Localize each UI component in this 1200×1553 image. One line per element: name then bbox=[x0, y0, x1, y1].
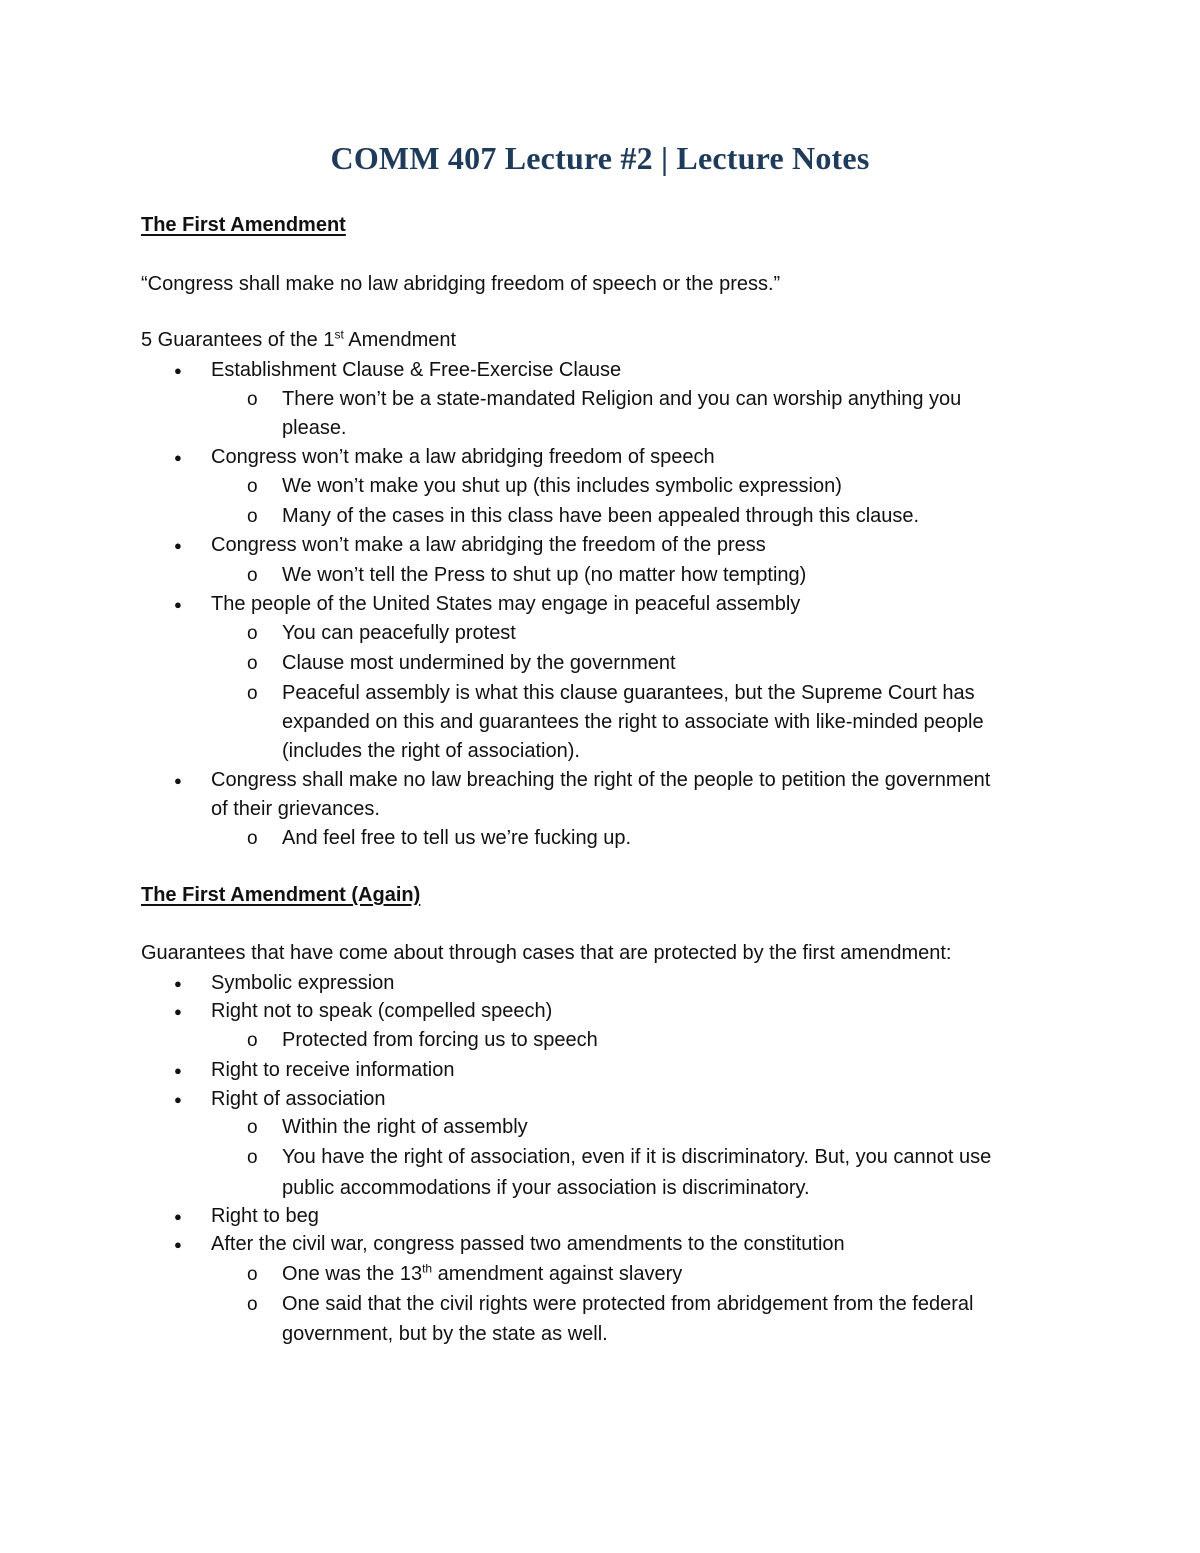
sub-list-item: We won’t tell the Press to shut up (no matter how tempting) bbox=[282, 564, 807, 586]
sub-list-item: You can peacefully protest bbox=[282, 622, 516, 644]
sub-list-item-continued: (includes the right of association). bbox=[282, 740, 580, 762]
thirteenth-text: One was the 13 bbox=[282, 1263, 423, 1285]
bullet-icon: ● bbox=[174, 450, 182, 465]
circle-bullet-icon: o bbox=[247, 506, 258, 527]
list-item: Right not to speak (compelled speech) bbox=[211, 1000, 553, 1022]
bullet-icon: ● bbox=[174, 597, 182, 612]
sub-list-item-13th-amendment bbox=[282, 1260, 682, 1290]
intro-text-end: Amendment bbox=[343, 329, 457, 351]
amendment-quote: “Congress shall make no law abridging freedom of speech or the press.” bbox=[141, 273, 781, 295]
sub-list-item-continued: expanded on this and guarantees the right to associate with like-minded people bbox=[282, 711, 984, 733]
sub-list-item: And feel free to tell us we’re fucking up. bbox=[282, 827, 632, 849]
section-heading-first-amendment: The First Amendment bbox=[141, 214, 346, 236]
circle-bullet-icon: o bbox=[247, 1030, 258, 1051]
bullet-icon: ● bbox=[174, 1092, 182, 1107]
guarantees-cases-intro: Guarantees that have come about through cases that are protected by the first amendment: bbox=[141, 942, 952, 964]
circle-bullet-icon: o bbox=[247, 389, 258, 410]
sub-list-item: There won’t be a state-mandated Religion and you can worship anything you bbox=[282, 388, 962, 410]
list-item: The people of the United States may engage in peaceful assembly bbox=[211, 593, 801, 615]
bullet-icon: ● bbox=[174, 538, 182, 553]
bullet-icon: ● bbox=[174, 1063, 182, 1078]
sub-list-item: Protected from forcing us to speech bbox=[282, 1029, 598, 1051]
sub-list-item: You have the right of association, even if it is discriminatory. But, you cannot use bbox=[282, 1146, 992, 1168]
list-item: Establishment Clause & Free-Exercise Clause bbox=[211, 359, 622, 381]
intro-text: 5 Guarantees of the 1 bbox=[141, 329, 335, 351]
guarantees-intro bbox=[141, 326, 456, 356]
bullet-icon: ● bbox=[174, 1004, 182, 1019]
list-item: After the civil war, congress passed two amendments to the constitution bbox=[211, 1233, 845, 1255]
list-item: Symbolic expression bbox=[211, 972, 395, 994]
sub-list-item: Clause most undermined by the government bbox=[282, 652, 676, 674]
sub-list-item-continued: please. bbox=[282, 417, 347, 439]
sub-list-item: Many of the cases in this class have been appealed through this clause. bbox=[282, 505, 920, 527]
bullet-icon: ● bbox=[174, 1237, 182, 1252]
sub-list-item: Within the right of assembly bbox=[282, 1116, 528, 1138]
section-heading-first-amendment-again: The First Amendment (Again) bbox=[141, 884, 421, 906]
page-title: COMM 407 Lecture #2 | Lecture Notes bbox=[330, 140, 870, 176]
circle-bullet-icon: o bbox=[247, 828, 258, 849]
list-item-continued: of their grievances. bbox=[211, 798, 380, 820]
list-item: Right to beg bbox=[211, 1205, 319, 1227]
list-item: Congress won’t make a law abridging the freedom of the press bbox=[211, 534, 766, 556]
circle-bullet-icon: o bbox=[247, 1264, 258, 1285]
list-item: Congress won’t make a law abridging freedom of speech bbox=[211, 446, 715, 468]
thirteenth-sup: th bbox=[422, 1261, 433, 1276]
sub-list-item: One said that the civil rights were protected from abridgement from the federal bbox=[282, 1293, 974, 1315]
circle-bullet-icon: o bbox=[247, 683, 258, 704]
list-item: Congress shall make no law breaching the right of the people to petition the government bbox=[211, 769, 991, 791]
circle-bullet-icon: o bbox=[247, 565, 258, 586]
intro-sup: st bbox=[334, 327, 344, 342]
sub-list-item: We won’t make you shut up (this includes symbolic expression) bbox=[282, 475, 842, 497]
bullet-icon: ● bbox=[174, 976, 182, 991]
circle-bullet-icon: o bbox=[247, 623, 258, 644]
bullet-icon: ● bbox=[174, 363, 182, 378]
circle-bullet-icon: o bbox=[247, 476, 258, 497]
list-item: Right of association bbox=[211, 1088, 386, 1110]
circle-bullet-icon: o bbox=[247, 1117, 258, 1138]
thirteenth-text-end: amendment against slavery bbox=[432, 1263, 683, 1285]
circle-bullet-icon: o bbox=[247, 1294, 258, 1315]
bullet-icon: ● bbox=[174, 1209, 182, 1224]
sub-list-item: Peaceful assembly is what this clause guarantees, but the Supreme Court has bbox=[282, 682, 975, 704]
sub-list-item-continued: government, but by the state as well. bbox=[282, 1323, 608, 1345]
bullet-icon: ● bbox=[174, 773, 182, 788]
sub-list-item-continued: public accommodations if your association is discriminatory. bbox=[282, 1177, 810, 1199]
circle-bullet-icon: o bbox=[247, 1147, 258, 1168]
circle-bullet-icon: o bbox=[247, 653, 258, 674]
list-item: Right to receive information bbox=[211, 1059, 455, 1081]
